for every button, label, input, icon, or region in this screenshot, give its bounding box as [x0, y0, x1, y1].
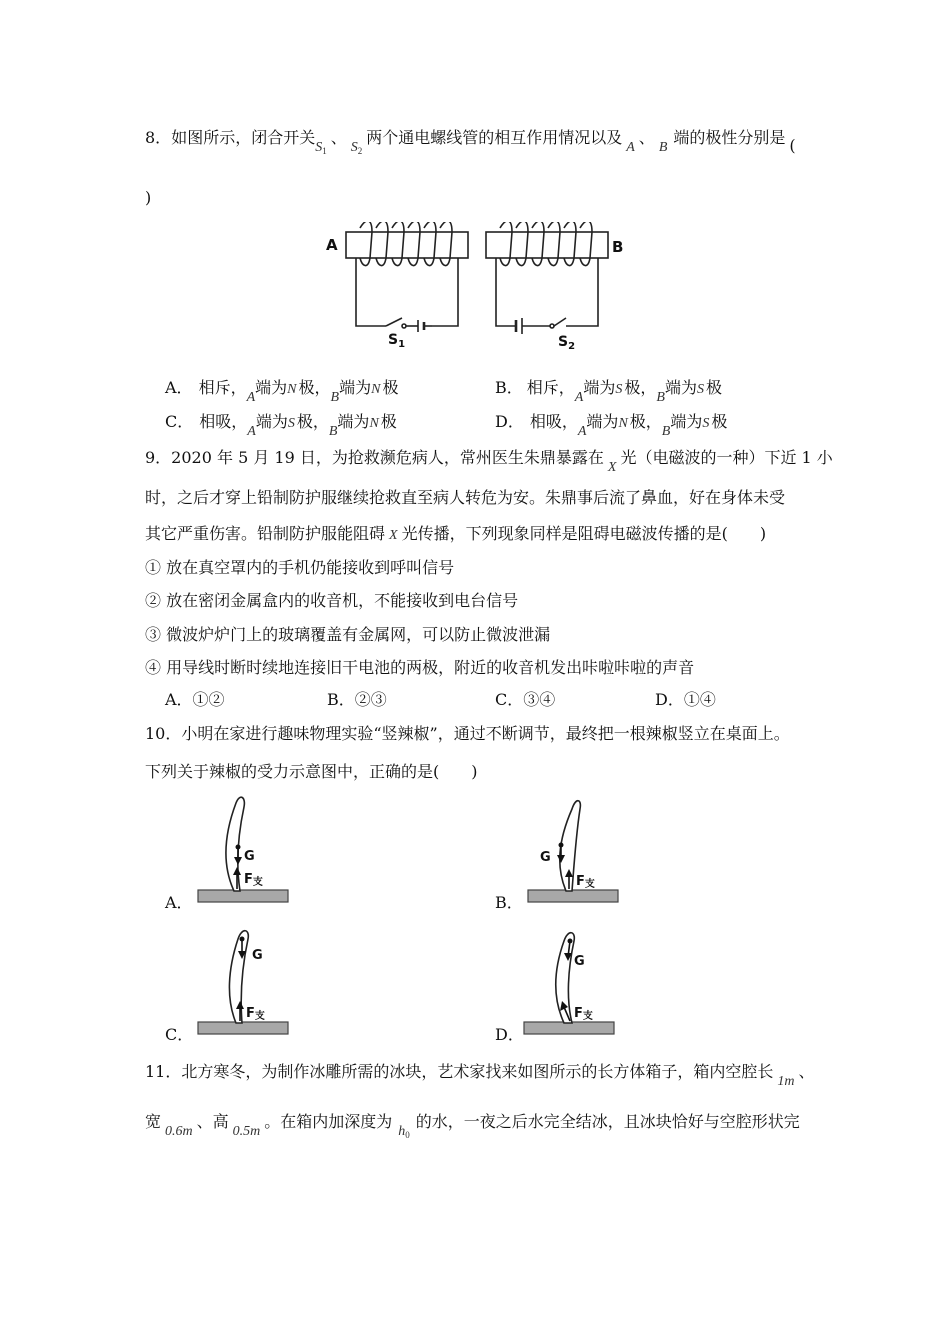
- q10-option-d[interactable]: D．: [495, 1025, 524, 1044]
- q10-figure-c[interactable]: [196, 925, 292, 1037]
- q8-number: 8．: [145, 128, 172, 147]
- q10-option-b[interactable]: B．: [495, 893, 523, 912]
- left-coil: [360, 222, 452, 266]
- q10-figure-d[interactable]: [522, 925, 618, 1037]
- left-wire-a: [356, 258, 386, 326]
- q8-var-a: A: [626, 140, 635, 155]
- switch-s2-contact: [550, 324, 554, 328]
- label-g: G: [244, 849, 255, 864]
- q11-line1: 11．北方寒冬，为制作冰雕所需的冰块，艺术家找来如图所示的长方体箱子，箱内空腔长1m、: [145, 1062, 815, 1089]
- q9-item-3: ③ 微波炉炉门上的玻璃覆盖有金属网，可以防止微波泄漏: [145, 625, 551, 644]
- q8-solenoid-figure: [320, 222, 640, 350]
- label-a: A: [326, 236, 338, 254]
- right-wire-b: [566, 258, 598, 326]
- switch-s1-lever: [386, 318, 402, 326]
- q10-figure-b[interactable]: [526, 795, 622, 905]
- switch-s1-contact: [402, 324, 406, 328]
- q8-var-b: B: [658, 140, 668, 155]
- left-wire-b: [432, 258, 458, 326]
- q8-stem-line1: [145, 128, 796, 156]
- q8-text-b: 两个通电螺线管的相互作用情况以及: [366, 128, 623, 147]
- q10-option-a[interactable]: A．: [165, 893, 193, 912]
- q8-var-s1: $S_1$: [315, 140, 327, 156]
- label-f-support: F支: [246, 1006, 265, 1022]
- label-g: G: [252, 948, 263, 963]
- q8-option-a[interactable]: A． 相斥，A端为N 极，B端为N 极: [165, 378, 399, 405]
- q8-text-a: 如图所示，闭合开关: [171, 128, 316, 147]
- label-f-support: F支: [576, 874, 595, 890]
- q9-option-a[interactable]: A．①②: [165, 690, 225, 709]
- table-surface: [198, 890, 288, 902]
- q8-paren-close: ): [145, 188, 152, 207]
- q10-option-c[interactable]: C．: [165, 1025, 194, 1044]
- q10-line1: 10．小明在家进行趣味物理实验“竖辣椒”，通过不断调节，最终把一根辣椒竖立在桌面上。: [145, 724, 790, 743]
- q8-option-b[interactable]: B． 相斥，A端为S 极，B端为S 极: [495, 378, 722, 405]
- label-g: G: [574, 954, 585, 969]
- q11-line2: 宽0.6m、高0.5m。在箱内加深度为$h_0$的水，一夜之后水完全结冰，且冰块恰好与空腔形状完: [145, 1112, 800, 1140]
- q9-option-b[interactable]: B．②③: [327, 690, 387, 709]
- q9-item-1: ① 放在真空罩内的手机仍能接收到呼叫信号: [145, 558, 455, 577]
- q9-item-2: ② 放在密闭金属盒内的收音机，不能接收到电台信号: [145, 591, 519, 610]
- right-coil: [500, 222, 592, 266]
- q9-line3: 其它严重伤害。铅制防护服能阻碍 X 光传播，下列现象同样是阻碍电磁波传播的是( ): [145, 524, 767, 543]
- q9-item-4: ④ 用导线时断时续地连接旧干电池的两极，附近的收音机发出咔啦咔啦的声音: [145, 658, 695, 677]
- right-wire-a: [496, 258, 516, 326]
- q8-sep: 、: [330, 128, 347, 147]
- q8-paren-open: (: [789, 136, 796, 155]
- label-g: G: [540, 850, 551, 865]
- label-f-support: F支: [244, 872, 263, 888]
- label-s2: $S_2$: [558, 334, 576, 350]
- chili-pepper: [226, 797, 244, 891]
- q8-option-d[interactable]: D． 相吸，A端为N 极，B端为S 极: [495, 412, 728, 439]
- label-b: B: [612, 238, 624, 256]
- q8-option-c[interactable]: C． 相吸，A端为S 极，B端为N 极: [165, 412, 397, 439]
- q9-option-c[interactable]: C．③④: [495, 690, 556, 709]
- q9-option-d[interactable]: D．①④: [655, 690, 716, 709]
- table-surface: [528, 890, 618, 902]
- label-s1: $S_1$: [388, 332, 406, 350]
- q11-var-h0: $h_0$: [398, 1124, 410, 1140]
- q10-line2: 下列关于辣椒的受力示意图中，正确的是( ): [145, 762, 478, 781]
- q10-figure-a[interactable]: [196, 795, 292, 905]
- q9-line1: 9．2020 年 5 月 19 日，为抢救濒危病人，常州医生朱鼎暴露在X光（电磁波的一种）下近 1 小: [145, 448, 833, 475]
- q8-var-s2: $S_2$: [350, 140, 363, 156]
- label-f-support: F支: [574, 1006, 593, 1022]
- q8-text-c: 端的极性分别是: [673, 128, 786, 147]
- switch-s2-lever: [554, 318, 566, 326]
- q8-sep2: 、: [638, 128, 655, 147]
- q9-line2: 时，之后才穿上铅制防护服继续抢救直至病人转危为安。朱鼎事后流了鼻血，好在身体未受: [145, 488, 786, 507]
- table-surface: [198, 1022, 288, 1034]
